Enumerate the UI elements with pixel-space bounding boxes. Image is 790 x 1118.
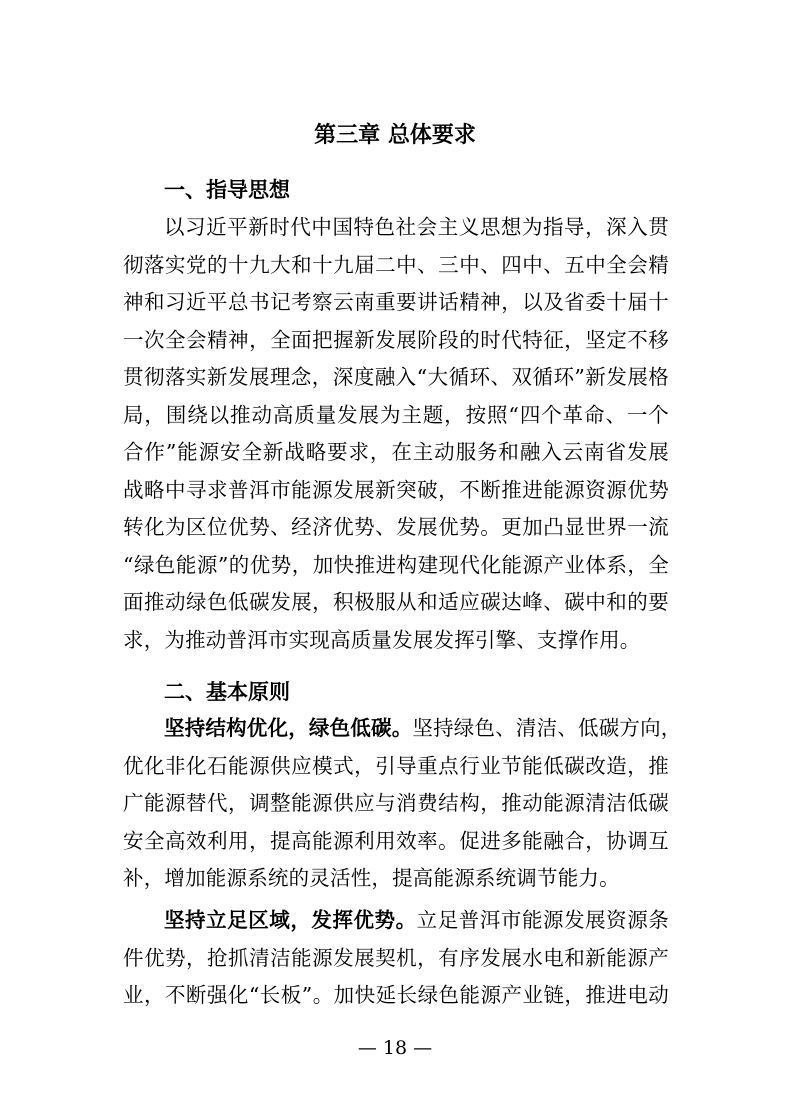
- text-line: [123, 710, 682, 748]
- section-heading-guiding-ideology: 一、指导思想: [164, 178, 290, 202]
- text-line: 件优势，抢抓清洁能源发展契机，有序发展水电和新能源产: [123, 945, 669, 970]
- text-line: 一次全会精神，全面把握新发展阶段的时代特征，坚定不移: [123, 327, 669, 352]
- text-line: 贯彻落实新发展理念，深度融入“大循环、双循环”新发展格: [123, 365, 669, 389]
- text-line: 业，不断强化“长板”。加快延长绿色能源产业链，推进电动: [123, 983, 669, 1007]
- text-line: 局，围绕以推动高质量发展为主题，按照“四个革命、一个: [123, 402, 669, 427]
- paragraph-principle-structure: [123, 710, 682, 898]
- text-line: 广能源替代，调整能源供应与消费结构，推动能源清洁低碳: [123, 791, 669, 815]
- section-heading-basic-principles: 二、基本原则: [164, 680, 290, 704]
- principle-lead: 坚持结构优化，绿色低碳。: [164, 716, 413, 740]
- text-line: 神和习近平总书记考察云南重要讲话精神，以及省委十届十: [123, 290, 669, 314]
- text-line: 转化为区位优势、经济优势、发展优势。更加凸显世界一流: [123, 515, 669, 539]
- text-line: 优化非化石能源供应模式，引导重点行业节能低碳改造，推: [123, 753, 669, 778]
- text-line: 彻落实党的十九大和十九届二中、三中、四中、五中全会精: [123, 252, 669, 277]
- text-line: 安全高效利用，提高能源利用效率。促进多能融合，协调互: [123, 828, 669, 853]
- text-line: 合作”能源安全新战略要求，在主动服务和融入云南省发展: [123, 440, 669, 464]
- chapter-title: 第三章 总体要求: [314, 123, 476, 148]
- text-line: 补，增加能源系统的灵活性，提高能源系统调节能力。: [123, 866, 620, 890]
- paragraph-principle-region: [123, 902, 669, 1015]
- text-line: 战略中寻求普洱市能源发展新突破，不断推进能源资源优势: [123, 477, 669, 502]
- text-line: 求，为推动普洱市实现高质量发展发挥引擎、支撑作用。: [123, 627, 641, 652]
- paragraph-guiding-ideology: [123, 209, 669, 659]
- text-line: “绿色能源”的优势，加快推进构建现代化能源产业体系，全: [123, 552, 669, 577]
- principle-text: 立足普洱市能源发展资源条: [416, 908, 669, 932]
- text-line: 面推动绿色低碳发展，积极服从和适应碳达峰、碳中和的要: [123, 590, 669, 614]
- page-number: — 18 —: [357, 1037, 433, 1059]
- text-line: [123, 902, 669, 940]
- principle-lead: 坚持立足区域，发挥优势。: [164, 908, 417, 932]
- text-line: 以习近平新时代中国特色社会主义思想为指导，深入贯: [164, 215, 669, 239]
- principle-text: 坚持绿色、清洁、低碳方向，: [412, 716, 682, 740]
